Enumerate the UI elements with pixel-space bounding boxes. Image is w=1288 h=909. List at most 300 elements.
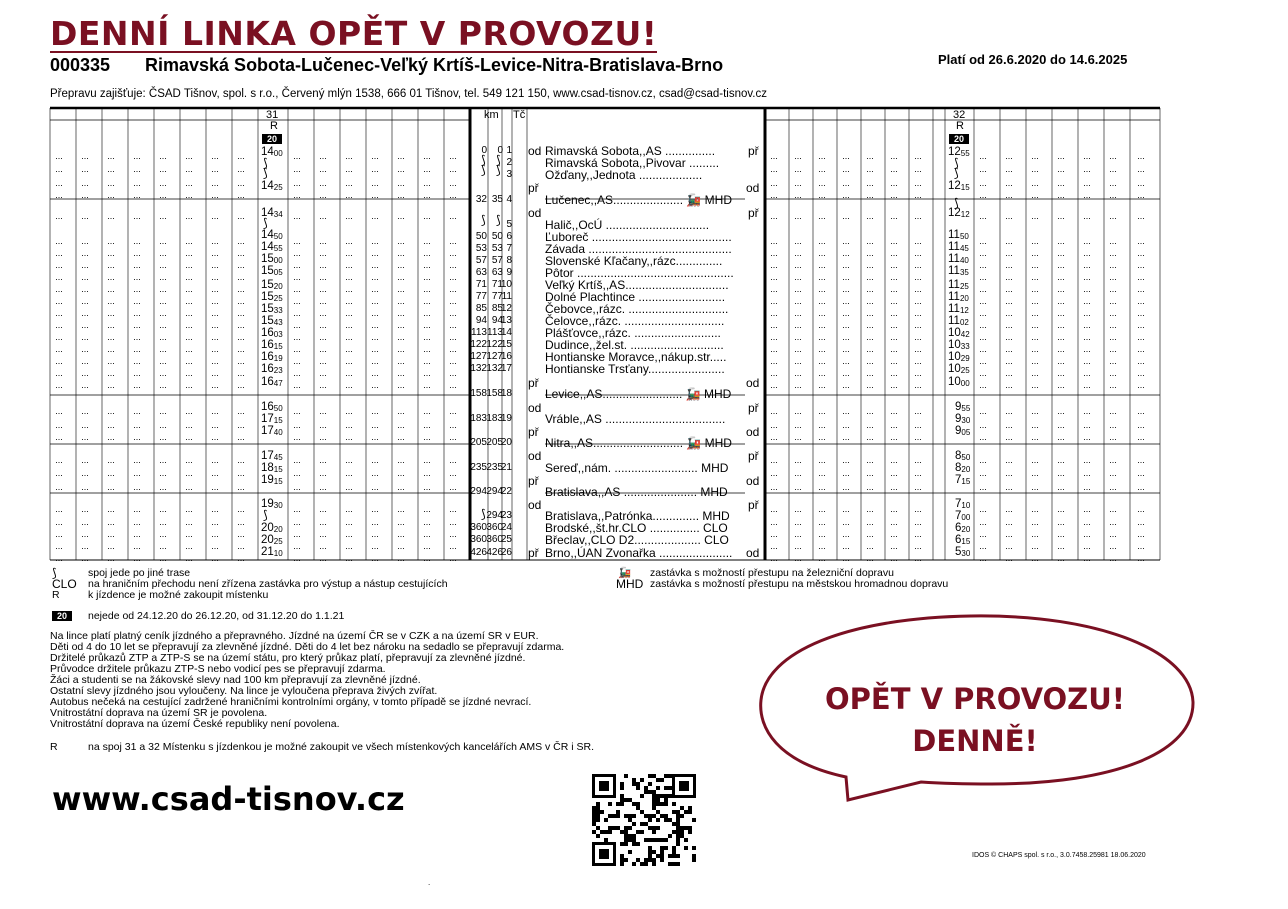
empty-cell-dots: ... xyxy=(81,468,89,478)
empty-cell-dots: ... xyxy=(55,406,63,416)
empty-cell-dots: ... xyxy=(345,284,353,294)
empty-cell-dots: ... xyxy=(1031,356,1039,366)
empty-cell-dots: ... xyxy=(397,211,405,221)
empty-cell-dots: ... xyxy=(794,272,802,282)
empty-cell-dots: ... xyxy=(449,190,457,200)
right-departure-time: $11_{45}$ xyxy=(948,241,969,253)
empty-cell-dots: ... xyxy=(423,368,431,378)
od-pr-marker: od xyxy=(746,546,760,560)
stop-km: 113 xyxy=(487,327,503,338)
empty-cell-dots: ... xyxy=(159,455,167,465)
empty-cell-dots: ... xyxy=(293,356,301,366)
qr-module xyxy=(608,814,612,818)
empty-cell-dots: ... xyxy=(1005,190,1013,200)
empty-cell-dots: ... xyxy=(1005,248,1013,258)
empty-cell-dots: ... xyxy=(293,468,301,478)
empty-cell-dots: ... xyxy=(866,320,874,330)
empty-cell-dots: ... xyxy=(345,260,353,270)
stop-name: Sereď,,nám. ......................... MHD xyxy=(545,461,729,475)
empty-cell-dots: ... xyxy=(159,164,167,174)
empty-cell-dots: ... xyxy=(107,164,115,174)
empty-cell-dots: ... xyxy=(55,151,63,161)
empty-cell-dots: ... xyxy=(1137,260,1145,270)
empty-cell-dots: ... xyxy=(770,517,778,527)
qr-module xyxy=(640,778,644,782)
empty-cell-dots: ... xyxy=(107,151,115,161)
empty-cell-dots: ... xyxy=(345,482,353,492)
empty-cell-dots: ... xyxy=(914,236,922,246)
empty-cell-dots: ... xyxy=(866,164,874,174)
qr-module xyxy=(656,854,660,858)
empty-cell-dots: ... xyxy=(1057,468,1065,478)
empty-cell-dots: ... xyxy=(890,178,898,188)
empty-cell-dots: ... xyxy=(794,284,802,294)
empty-cell-dots: ... xyxy=(1137,455,1145,465)
empty-cell-dots: ... xyxy=(55,504,63,514)
qr-module xyxy=(592,830,596,834)
empty-cell-dots: ... xyxy=(1137,236,1145,246)
empty-cell-dots: ... xyxy=(81,380,89,390)
qr-module xyxy=(604,830,608,834)
empty-cell-dots: ... xyxy=(449,284,457,294)
qr-module xyxy=(648,858,652,862)
empty-cell-dots: ... xyxy=(1005,482,1013,492)
empty-cell-dots: ... xyxy=(770,368,778,378)
empty-cell-dots: ... xyxy=(55,164,63,174)
right-departure-time: $11_{35}$ xyxy=(948,265,969,277)
stop-tc: 12 xyxy=(500,303,512,314)
qr-module xyxy=(624,826,628,830)
empty-cell-dots: ... xyxy=(1137,178,1145,188)
empty-cell-dots: ... xyxy=(449,211,457,221)
empty-cell-dots: ... xyxy=(293,482,301,492)
od-pr-marker: od xyxy=(528,206,542,220)
stop-km: 50 xyxy=(475,231,487,242)
empty-cell-dots: ... xyxy=(397,308,405,318)
empty-cell-dots: ... xyxy=(397,356,405,366)
empty-cell-dots: ... xyxy=(319,368,327,378)
empty-cell-dots: ... xyxy=(1109,248,1117,258)
qr-module xyxy=(656,818,660,822)
right-trip-number: 32 xyxy=(953,109,966,121)
empty-cell-dots: ... xyxy=(397,164,405,174)
empty-cell-dots: ... xyxy=(55,284,63,294)
empty-cell-dots: ... xyxy=(345,332,353,342)
empty-cell-dots: ... xyxy=(449,380,457,390)
empty-cell-dots: ... xyxy=(1031,164,1039,174)
empty-cell-dots: ... xyxy=(55,190,63,200)
qr-module xyxy=(656,826,660,830)
empty-cell-dots: ... xyxy=(81,272,89,282)
website-url[interactable]: www.csad-tisnov.cz xyxy=(52,780,405,818)
empty-cell-dots: ... xyxy=(1031,517,1039,527)
stop-tc: 25 xyxy=(500,534,512,545)
empty-cell-dots: ... xyxy=(345,320,353,330)
empty-cell-dots: ... xyxy=(818,332,826,342)
empty-cell-dots: ... xyxy=(770,151,778,161)
empty-cell-dots: ... xyxy=(397,455,405,465)
empty-cell-dots: ... xyxy=(293,248,301,258)
empty-cell-dots: ... xyxy=(1083,178,1091,188)
empty-cell-dots: ... xyxy=(770,320,778,330)
empty-cell-dots: ... xyxy=(1057,368,1065,378)
empty-cell-dots: ... xyxy=(397,332,405,342)
empty-cell-dots: ... xyxy=(866,482,874,492)
qr-module xyxy=(664,774,668,778)
empty-cell-dots: ... xyxy=(818,406,826,416)
qr-module xyxy=(664,786,668,790)
empty-cell-dots: ... xyxy=(423,236,431,246)
qr-module xyxy=(596,802,600,806)
empty-cell-dots: ... xyxy=(1137,284,1145,294)
empty-cell-dots: ... xyxy=(371,332,379,342)
empty-cell-dots: ... xyxy=(1005,211,1013,221)
empty-cell-dots: ... xyxy=(818,260,826,270)
empty-cell-dots: ... xyxy=(1057,296,1065,306)
qr-module xyxy=(620,858,624,862)
empty-cell-dots: ... xyxy=(423,164,431,174)
empty-cell-dots: ... xyxy=(914,272,922,282)
empty-cell-dots: ... xyxy=(107,406,115,416)
empty-cell-dots: ... xyxy=(818,308,826,318)
empty-cell-dots: ... xyxy=(159,541,167,551)
empty-cell-dots: ... xyxy=(185,504,193,514)
stop-km: 77 xyxy=(491,291,503,302)
qr-module xyxy=(688,806,692,810)
empty-cell-dots: ... xyxy=(890,468,898,478)
empty-cell-dots: ... xyxy=(818,320,826,330)
right-departure-time: $9_{30}$ xyxy=(955,413,971,425)
empty-cell-dots: ... xyxy=(185,482,193,492)
qr-module xyxy=(676,834,680,838)
qr-module xyxy=(656,798,660,802)
empty-cell-dots: ... xyxy=(449,332,457,342)
empty-cell-dots: ... xyxy=(55,468,63,478)
left-departure-time: $16_{47}$ xyxy=(261,376,283,388)
qr-module xyxy=(592,806,596,810)
empty-cell-dots: ... xyxy=(1057,553,1065,563)
empty-cell-dots: ... xyxy=(818,504,826,514)
empty-cell-dots: ... xyxy=(185,164,193,174)
empty-cell-dots: ... xyxy=(914,151,922,161)
empty-cell-dots: ... xyxy=(890,320,898,330)
qr-module xyxy=(672,846,676,850)
stop-name: Nitra,,AS........................... 🚂 MHD xyxy=(545,436,732,450)
empty-cell-dots: ... xyxy=(1109,332,1117,342)
empty-cell-dots: ... xyxy=(1137,517,1145,527)
other-route-symbol: ⟆ xyxy=(263,216,268,230)
empty-cell-dots: ... xyxy=(1083,517,1091,527)
empty-cell-dots: ... xyxy=(1005,455,1013,465)
empty-cell-dots: ... xyxy=(107,553,115,563)
empty-cell-dots: ... xyxy=(1083,164,1091,174)
legend-train: zastávka s možností přestupu na železniční dopravu xyxy=(650,567,894,579)
left-departure-time: $19_{15}$ xyxy=(261,474,283,486)
empty-cell-dots: ... xyxy=(890,380,898,390)
empty-cell-dots: ... xyxy=(185,368,193,378)
empty-cell-dots: ... xyxy=(979,468,987,478)
empty-cell-dots: ... xyxy=(1057,332,1065,342)
od-pr-marker: př xyxy=(528,425,539,439)
empty-cell-dots: ... xyxy=(1137,272,1145,282)
empty-cell-dots: ... xyxy=(770,406,778,416)
empty-cell-dots: ... xyxy=(397,272,405,282)
empty-cell-dots: ... xyxy=(423,420,431,430)
qr-module xyxy=(676,814,680,818)
empty-cell-dots: ... xyxy=(1031,482,1039,492)
qr-module xyxy=(620,854,624,858)
empty-cell-dots: ... xyxy=(293,406,301,416)
empty-cell-dots: ... xyxy=(890,368,898,378)
qr-module xyxy=(660,850,664,854)
route-title: Rimavská Sobota-Lučenec-Veľký Krtíš-Levice-Nitra-Bratislava-Brno xyxy=(145,55,724,75)
stop-tc: 4 xyxy=(506,194,512,205)
empty-cell-dots: ... xyxy=(237,284,245,294)
empty-cell-dots: ... xyxy=(1109,482,1117,492)
qr-module xyxy=(636,786,640,790)
empty-cell-dots: ... xyxy=(107,190,115,200)
right-departure-time: $7_{15}$ xyxy=(955,474,971,486)
qr-module xyxy=(596,806,600,810)
empty-cell-dots: ... xyxy=(1031,420,1039,430)
empty-cell-dots: ... xyxy=(979,332,987,342)
stop-name: Dolné Plachtince .......................... xyxy=(545,290,726,304)
empty-cell-dots: ... xyxy=(794,504,802,514)
qr-module xyxy=(632,814,636,818)
empty-cell-dots: ... xyxy=(842,380,850,390)
empty-cell-dots: ... xyxy=(842,356,850,366)
empty-cell-dots: ... xyxy=(159,406,167,416)
od-pr-marker: př xyxy=(528,546,539,560)
empty-cell-dots: ... xyxy=(81,455,89,465)
empty-cell-dots: ... xyxy=(55,332,63,342)
empty-cell-dots: ... xyxy=(185,517,193,527)
empty-cell-dots: ... xyxy=(1057,455,1065,465)
qr-module xyxy=(648,838,652,842)
right-trip-badge: 20 xyxy=(949,134,969,144)
empty-cell-dots: ... xyxy=(770,284,778,294)
empty-cell-dots: ... xyxy=(159,553,167,563)
empty-cell-dots: ... xyxy=(371,529,379,539)
empty-cell-dots: ... xyxy=(293,368,301,378)
empty-cell-dots: ... xyxy=(1109,260,1117,270)
empty-cell-dots: ... xyxy=(842,332,850,342)
qr-module xyxy=(620,798,624,802)
empty-cell-dots: ... xyxy=(770,211,778,221)
empty-cell-dots: ... xyxy=(914,296,922,306)
right-departure-time: $10_{00}$ xyxy=(948,376,970,388)
empty-cell-dots: ... xyxy=(159,284,167,294)
qr-module xyxy=(648,846,652,850)
qr-module xyxy=(620,794,624,798)
right-departure-time: $10_{33}$ xyxy=(948,339,970,351)
empty-cell-dots: ... xyxy=(794,482,802,492)
stop-km: 360 xyxy=(486,522,503,533)
empty-cell-dots: ... xyxy=(107,272,115,282)
empty-cell-dots: ... xyxy=(1109,432,1117,442)
stop-km: 294 xyxy=(486,510,503,521)
stop-name: Slovenské Kľačany,,rázc.............. xyxy=(545,254,723,268)
empty-cell-dots: ... xyxy=(55,529,63,539)
qr-module xyxy=(676,822,680,826)
empty-cell-dots: ... xyxy=(107,308,115,318)
empty-cell-dots: ... xyxy=(1057,420,1065,430)
empty-cell-dots: ... xyxy=(1057,272,1065,282)
empty-cell-dots: ... xyxy=(979,308,987,318)
empty-cell-dots: ... xyxy=(890,308,898,318)
qr-module xyxy=(600,830,604,834)
empty-cell-dots: ... xyxy=(397,529,405,539)
empty-cell-dots: ... xyxy=(890,529,898,539)
empty-cell-dots: ... xyxy=(55,344,63,354)
empty-cell-dots: ... xyxy=(185,406,193,416)
empty-cell-dots: ... xyxy=(1057,517,1065,527)
qr-module xyxy=(636,858,640,862)
empty-cell-dots: ... xyxy=(794,190,802,200)
empty-cell-dots: ... xyxy=(770,248,778,258)
qr-module xyxy=(692,818,696,822)
empty-cell-dots: ... xyxy=(423,529,431,539)
empty-cell-dots: ... xyxy=(81,151,89,161)
stop-tc: 13 xyxy=(500,315,512,326)
empty-cell-dots: ... xyxy=(818,284,826,294)
qr-module xyxy=(676,830,680,834)
empty-cell-dots: ... xyxy=(1109,320,1117,330)
empty-cell-dots: ... xyxy=(1057,482,1065,492)
empty-cell-dots: ... xyxy=(423,482,431,492)
empty-cell-dots: ... xyxy=(818,517,826,527)
right-departure-time: $11_{02}$ xyxy=(948,315,969,327)
left-departure-time: $16_{03}$ xyxy=(261,327,283,339)
empty-cell-dots: ... xyxy=(1083,455,1091,465)
empty-cell-dots: ... xyxy=(1083,284,1091,294)
empty-cell-dots: ... xyxy=(1083,356,1091,366)
qr-module xyxy=(592,818,596,822)
validity-period: Platí od 26.6.2020 do 14.6.2025 xyxy=(938,52,1128,67)
qr-module xyxy=(656,794,660,798)
qr-module xyxy=(676,818,680,822)
empty-cell-dots: ... xyxy=(1031,272,1039,282)
empty-cell-dots: ... xyxy=(159,211,167,221)
qr-module xyxy=(652,802,656,806)
qr-module xyxy=(660,838,664,842)
empty-cell-dots: ... xyxy=(237,151,245,161)
od-pr-marker: př xyxy=(528,376,539,390)
od-pr-marker: od xyxy=(746,376,760,390)
empty-cell-dots: ... xyxy=(1109,455,1117,465)
legend-r: k jízdence je možné zakoupit místenku xyxy=(88,589,269,601)
empty-cell-dots: ... xyxy=(107,356,115,366)
empty-cell-dots: ... xyxy=(770,432,778,442)
left-departure-time: $17_{40}$ xyxy=(261,425,283,437)
empty-cell-dots: ... xyxy=(890,332,898,342)
empty-cell-dots: ... xyxy=(1109,344,1117,354)
train-icon: 🚂 xyxy=(618,567,632,579)
empty-cell-dots: ... xyxy=(1057,260,1065,270)
empty-cell-dots: ... xyxy=(293,190,301,200)
empty-cell-dots: ... xyxy=(1083,211,1091,221)
empty-cell-dots: ... xyxy=(866,296,874,306)
qr-module xyxy=(624,834,628,838)
empty-cell-dots: ... xyxy=(1137,468,1145,478)
empty-cell-dots: ... xyxy=(866,272,874,282)
stop-name: Čelovce,,rázc. .............................. xyxy=(545,314,725,328)
qr-module xyxy=(656,810,660,814)
empty-cell-dots: ... xyxy=(449,151,457,161)
empty-cell-dots: ... xyxy=(1109,284,1117,294)
empty-cell-dots: ... xyxy=(397,190,405,200)
empty-cell-dots: ... xyxy=(1031,380,1039,390)
empty-cell-dots: ... xyxy=(866,420,874,430)
stop-tc: 24 xyxy=(500,522,512,533)
empty-cell-dots: ... xyxy=(794,529,802,539)
stray-dot: . xyxy=(428,878,431,887)
empty-cell-dots: ... xyxy=(107,455,115,465)
tc-header: Tč xyxy=(513,109,526,121)
stop-km: 205 xyxy=(470,437,487,448)
empty-cell-dots: ... xyxy=(1083,260,1091,270)
empty-cell-dots: ... xyxy=(319,432,327,442)
empty-cell-dots: ... xyxy=(423,190,431,200)
empty-cell-dots: ... xyxy=(1109,380,1117,390)
empty-cell-dots: ... xyxy=(1057,380,1065,390)
stop-tc: 16 xyxy=(500,351,512,362)
empty-cell-dots: ... xyxy=(107,517,115,527)
empty-cell-dots: ... xyxy=(397,260,405,270)
empty-cell-dots: ... xyxy=(55,455,63,465)
right-departure-time: $12_{12}$ xyxy=(948,207,970,219)
stop-name: Čebovce,,rázc. .............................. xyxy=(545,302,729,316)
stop-km: 57 xyxy=(491,255,503,266)
empty-cell-dots: ... xyxy=(107,529,115,539)
empty-cell-dots: ... xyxy=(1109,308,1117,318)
od-pr-marker: př xyxy=(748,401,759,415)
stop-km: 50 xyxy=(491,231,503,242)
empty-cell-dots: ... xyxy=(107,236,115,246)
empty-cell-dots: ... xyxy=(1031,541,1039,551)
left-departure-time: $15_{20}$ xyxy=(261,279,283,291)
qr-module xyxy=(652,850,656,854)
empty-cell-dots: ... xyxy=(449,296,457,306)
empty-cell-dots: ... xyxy=(211,432,219,442)
qr-module xyxy=(688,810,692,814)
empty-cell-dots: ... xyxy=(397,296,405,306)
empty-cell-dots: ... xyxy=(185,356,193,366)
empty-cell-dots: ... xyxy=(842,482,850,492)
empty-cell-dots: ... xyxy=(81,308,89,318)
stop-tc: 3 xyxy=(506,169,512,180)
empty-cell-dots: ... xyxy=(133,541,141,551)
qr-module xyxy=(644,814,648,818)
empty-cell-dots: ... xyxy=(866,248,874,258)
legend-mhd: zastávka s možností přestupu na městskou hromadnou dopravu xyxy=(650,578,949,590)
stop-tc: 2 xyxy=(506,157,512,168)
empty-cell-dots: ... xyxy=(185,553,193,563)
empty-cell-dots: ... xyxy=(133,248,141,258)
empty-cell-dots: ... xyxy=(397,151,405,161)
empty-cell-dots: ... xyxy=(449,164,457,174)
empty-cell-dots: ... xyxy=(1005,164,1013,174)
other-route-symbol: ⟆ xyxy=(263,166,268,180)
empty-cell-dots: ... xyxy=(979,553,987,563)
empty-cell-dots: ... xyxy=(1031,296,1039,306)
empty-cell-dots: ... xyxy=(319,482,327,492)
empty-cell-dots: ... xyxy=(423,504,431,514)
empty-cell-dots: ... xyxy=(185,529,193,539)
empty-cell-dots: ... xyxy=(237,553,245,563)
empty-cell-dots: ... xyxy=(449,455,457,465)
empty-cell-dots: ... xyxy=(914,248,922,258)
